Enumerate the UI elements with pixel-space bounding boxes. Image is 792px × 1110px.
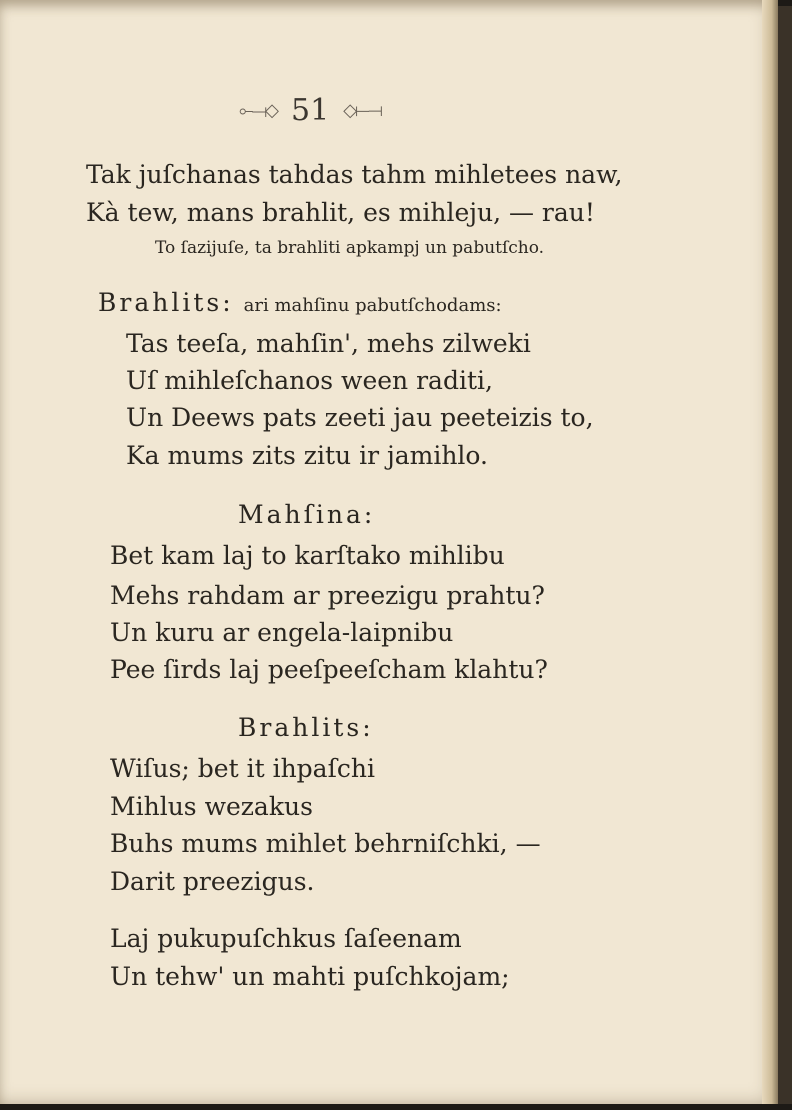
page-header xyxy=(225,90,395,130)
page-edge xyxy=(762,0,778,1104)
bottom-edge xyxy=(0,1104,792,1110)
stage-direction: ari mahſinu pabutſchodams: xyxy=(243,295,502,316)
verse-line: Tak juſchanas tahdas tahm mihletees naw, xyxy=(86,160,623,189)
verse-line: Uſ mihleſchanos ween raditi, xyxy=(126,366,493,395)
ornament-right: ◇⟝⟞ xyxy=(343,99,381,121)
verse-line: Laj pukupuſchkus ſaſeenam xyxy=(110,924,462,953)
verse-line: Mihlus wezakus xyxy=(110,792,313,821)
verse-line: Mehs rahdam ar preezigu prahtu? xyxy=(110,581,545,610)
verse-line: Kà tew, mans brahlit, es mihleju, — rau! xyxy=(86,198,595,227)
verse-line: Bet kam laj to karſtako mihlibu xyxy=(110,541,505,570)
verse-line: Wiſus; bet it ihpaſchi xyxy=(110,754,375,783)
verse-line: Ka mums zits zitu ir jamihlo. xyxy=(126,441,488,470)
speaker-label: Brahlits: xyxy=(238,713,374,742)
verse-line: Un tehw' un mahti puſchkojam; xyxy=(110,962,510,991)
ornament-left: ⟜⟞◇ xyxy=(239,99,278,121)
verse-line: Un kuru ar engela-laipnibu xyxy=(110,618,454,647)
stage-direction: To ſazijuſe, ta brahliti apkampj un pabutſcho. xyxy=(155,238,545,258)
page-number: 51 xyxy=(291,92,330,128)
verse-line: Buhs mums mihlet behrniſchki, — xyxy=(110,829,541,858)
speaker-label: Mahſina: xyxy=(238,500,376,529)
verse-line: Tas teeſa, mahſin', mehs zilweki xyxy=(126,329,531,358)
verse-line: Un Deews pats zeeti jau peeteizis to, xyxy=(126,403,594,432)
verse-line: Pee ſirds laj peeſpeeſcham klahtu? xyxy=(110,655,548,684)
speaker-label xyxy=(98,288,502,321)
speaker-name: Brahlits: xyxy=(98,288,234,317)
verse-line: Darit preezigus. xyxy=(110,867,315,896)
